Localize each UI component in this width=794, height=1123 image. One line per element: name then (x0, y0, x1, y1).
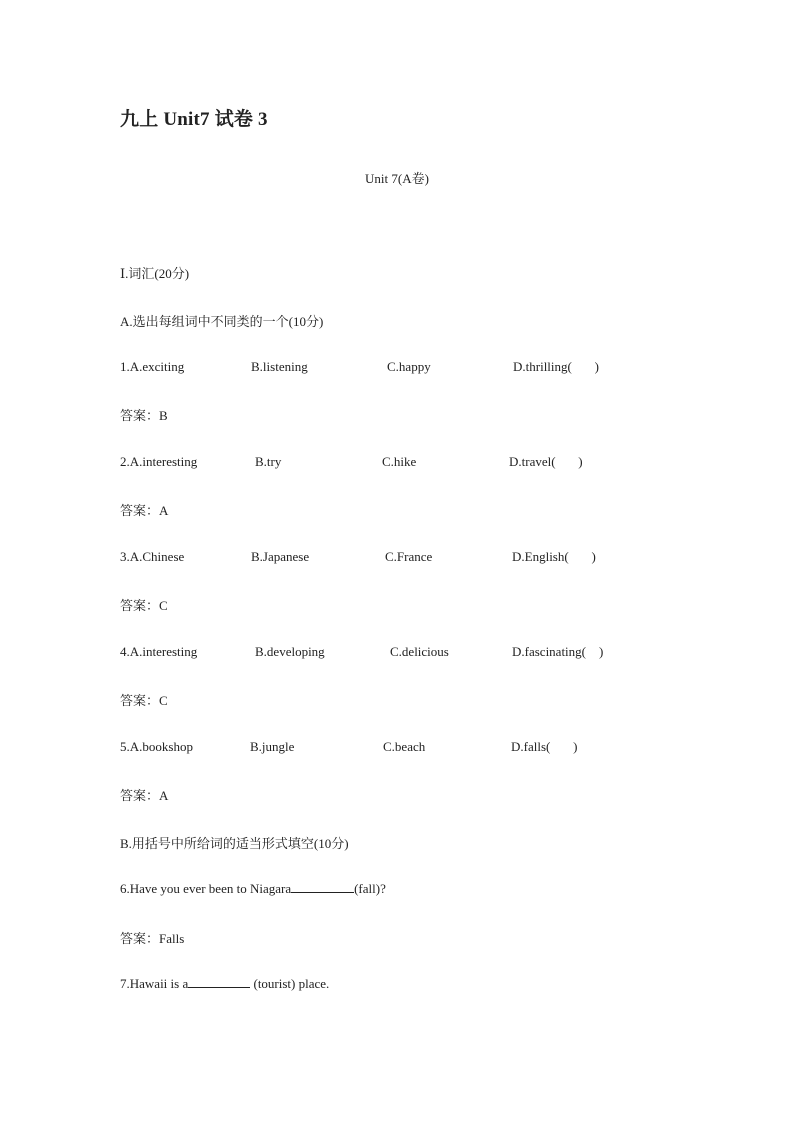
question-5-option-c: C.beach (383, 739, 426, 754)
question-2-option-b: B.try (255, 454, 282, 469)
part-b-instruction: B.用括号中所给词的适当形式填空(10分) (120, 836, 349, 851)
question-4-option-c: C.delicious (390, 644, 449, 659)
section-heading-vocabulary: Ⅰ.词汇(20分) (120, 266, 190, 281)
exam-subtitle: Unit 7(A卷) (365, 171, 429, 186)
question-7-text: 7.Hawaii is a (120, 976, 189, 991)
question-4-option-d: D.fascinating( ) (512, 644, 604, 659)
question-5-answer: 答案：A (120, 788, 169, 803)
question-7-hint: (tourist) place. (250, 976, 330, 991)
question-5-option-d: D.falls( ) (511, 739, 578, 754)
question-3-option-c: C.France (385, 549, 433, 564)
question-2-answer: 答案：A (120, 503, 169, 518)
question-5-option-a: 5.A.bookshop (120, 739, 193, 754)
question-1-option-d: D.thrilling( ) (513, 359, 599, 374)
question-2-option-c: C.hike (382, 454, 417, 469)
question-7 (120, 976, 329, 992)
question-4-answer: 答案：C (120, 693, 168, 708)
answer-blank (188, 976, 250, 988)
question-6 (120, 881, 386, 897)
question-3-answer: 答案：C (120, 598, 168, 613)
page-title: 九上 Unit7 试卷 3 (120, 109, 268, 130)
question-3-option-a: 3.A.Chinese (120, 549, 185, 564)
answer-blank (291, 881, 354, 893)
part-a-instruction: A.选出每组词中不同类的一个(10分) (120, 314, 324, 329)
question-4-option-b: B.developing (255, 644, 325, 659)
question-4-option-a: 4.A.interesting (120, 644, 198, 659)
question-6-text: 6.Have you ever been to Niagara (120, 881, 292, 896)
question-1-option-a: 1.A.exciting (120, 359, 185, 374)
question-5-option-b: B.jungle (250, 739, 295, 754)
question-6-hint: (fall)? (354, 881, 386, 896)
question-1-answer: 答案：B (120, 408, 168, 423)
question-2-option-d: D.travel( ) (509, 454, 583, 469)
question-1-option-c: C.happy (387, 359, 431, 374)
question-1-option-b: B.listening (251, 359, 308, 374)
question-3-option-d: D.English( ) (512, 549, 596, 564)
question-3-option-b: B.Japanese (251, 549, 310, 564)
question-6-answer: 答案：Falls (120, 931, 185, 946)
question-2-option-a: 2.A.interesting (120, 454, 198, 469)
